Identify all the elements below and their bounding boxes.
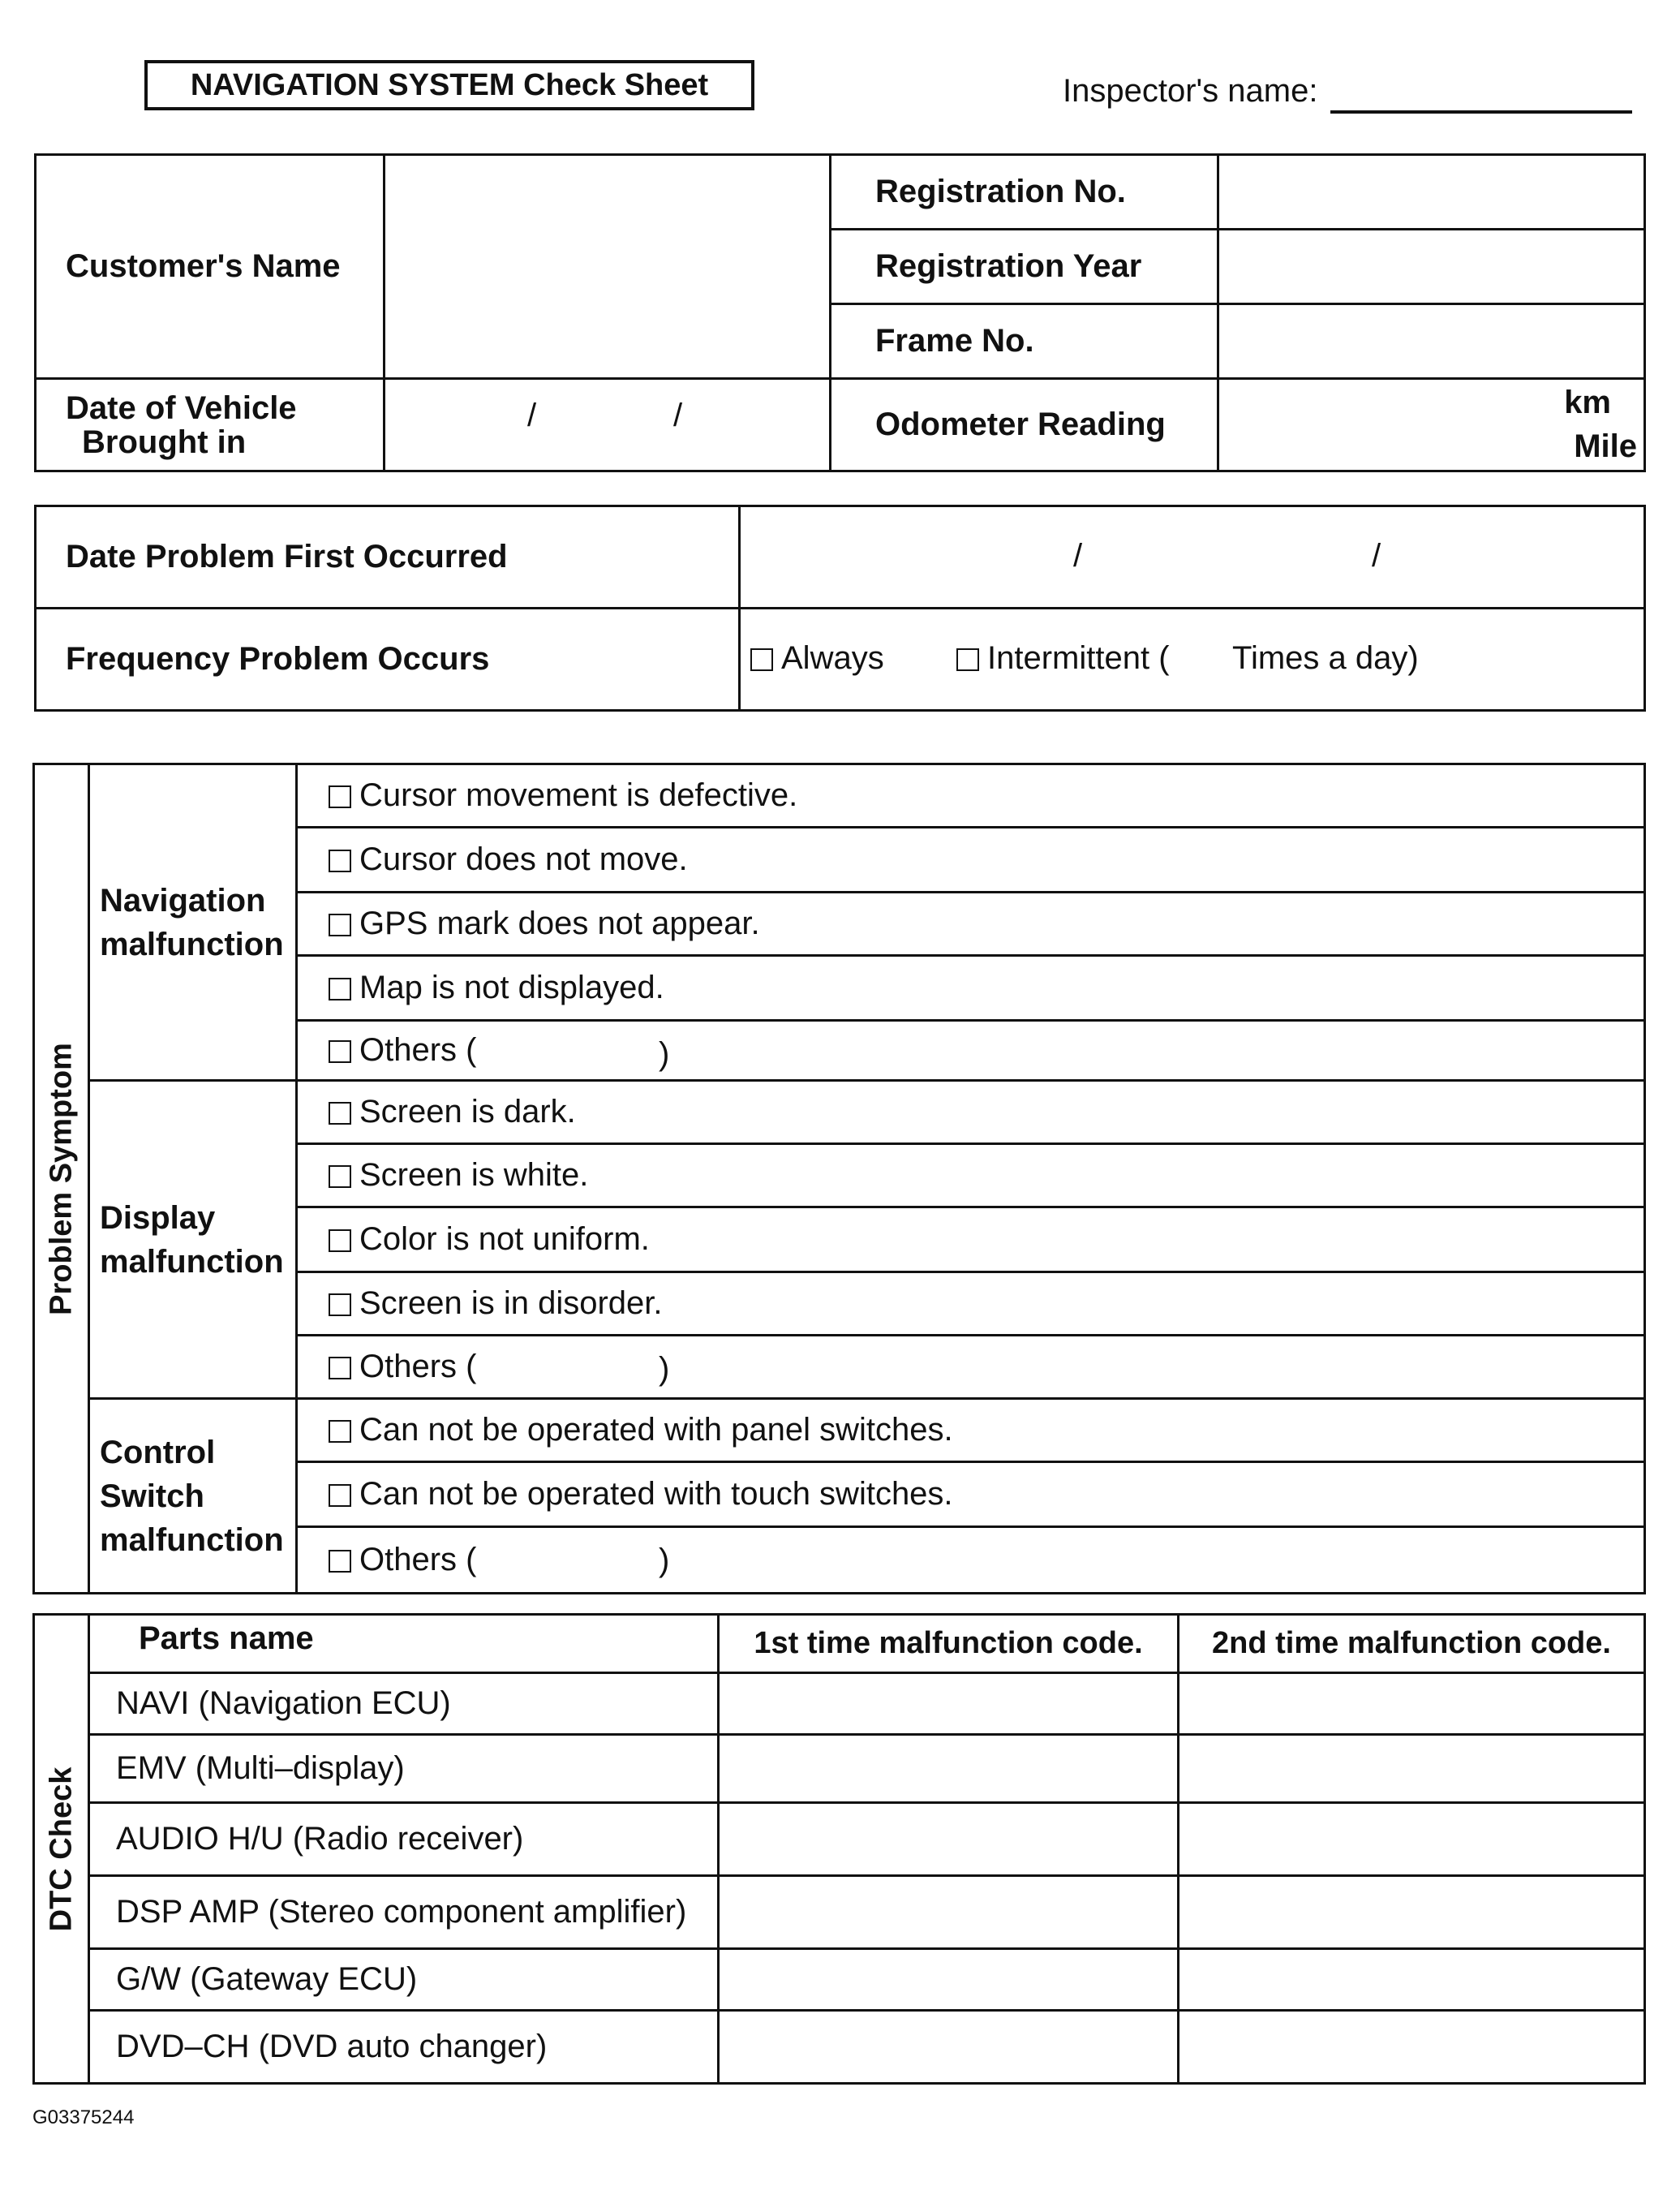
symptom-item[interactable] (297, 1462, 1645, 1527)
always-option[interactable] (750, 640, 884, 677)
problem-info-table (34, 505, 1646, 712)
dtc-check-table (32, 1613, 1646, 2085)
symptom-group-label (89, 764, 297, 1081)
symptom-item[interactable] (297, 1399, 1645, 1462)
dtc-part-name: DSP AMP (Stereo component amplifier) (89, 1876, 719, 1949)
symptom-item-label: Map is not displayed. (359, 970, 664, 1005)
dtc-part-name: DVD–CH (DVD auto changer) (89, 2011, 719, 2084)
intermittent-option[interactable] (956, 640, 1170, 677)
always-label: Always (781, 640, 884, 676)
date-slash: / (673, 398, 683, 433)
symptom-item-label: Screen is white. (359, 1157, 589, 1193)
problem-symptom-table (32, 763, 1646, 1594)
problem-symptom-section (34, 764, 89, 1594)
checkbox[interactable] (329, 1357, 351, 1379)
symptom-item-label: Can not be operated with panel switches. (359, 1412, 953, 1448)
unit-mile: Mile (1574, 428, 1637, 464)
symptom-item-label: Can not be operated with touch switches. (359, 1476, 953, 1512)
symptom-item-label: Cursor does not move. (359, 841, 688, 877)
frequency-field (740, 609, 1645, 711)
first-code-field[interactable] (719, 1949, 1179, 2011)
date-slash: / (527, 398, 537, 433)
customer-name-label: Customer's Name (36, 155, 385, 379)
date-brought-in-line1: Date of Vehicle (66, 389, 297, 426)
always-checkbox[interactable] (750, 648, 773, 671)
dtc-part-name: NAVI (Navigation ECU) (89, 1673, 719, 1735)
symptom-item[interactable] (297, 1144, 1645, 1207)
intermittent-label: Intermittent ( (987, 640, 1170, 676)
checkbox[interactable] (329, 978, 351, 1000)
symptom-item-label: Cursor movement is defective. (359, 777, 798, 813)
unit-km: km (1564, 385, 1611, 420)
checkbox[interactable] (329, 785, 351, 808)
first-code-field[interactable] (719, 2011, 1179, 2084)
checkbox[interactable] (329, 1420, 351, 1443)
col-second-code: 2nd time malfunction code. (1179, 1615, 1645, 1673)
symptom-item[interactable] (297, 956, 1645, 1021)
date-slash: / (1372, 538, 1381, 574)
symptom-item-label: GPS mark does not appear. (359, 906, 760, 941)
first-code-field[interactable] (719, 1735, 1179, 1803)
symptom-group-label-line: Navigation (100, 882, 266, 919)
date-first-occurred-label: Date Problem First Occurred (36, 506, 740, 609)
second-code-field[interactable] (1179, 1673, 1645, 1735)
date-brought-in-label (36, 379, 385, 471)
first-code-field[interactable] (719, 1803, 1179, 1876)
symptom-group-label-line: malfunction (100, 1521, 284, 1558)
customer-name-field[interactable] (385, 155, 831, 379)
symptom-item[interactable] (297, 1207, 1645, 1272)
symptom-item-label: Screen is in disorder. (359, 1285, 663, 1321)
checkbox[interactable] (329, 1550, 351, 1573)
frequency-label: Frequency Problem Occurs (36, 609, 740, 711)
first-code-field[interactable] (719, 1673, 1179, 1735)
symptom-item-others[interactable] (297, 1021, 1645, 1081)
dtc-part-name: G/W (Gateway ECU) (89, 1949, 719, 2011)
second-code-field[interactable] (1179, 1735, 1645, 1803)
others-close-paren: ) (659, 1543, 670, 1578)
symptom-group-label-line: malfunction (100, 926, 284, 962)
dtc-part-name: EMV (Multi–display) (89, 1735, 719, 1803)
dtc-check-label: DTC Check (44, 1766, 78, 1931)
symptom-item-label: Screen is dark. (359, 1094, 576, 1130)
date-brought-in-line2: Brought in (82, 424, 247, 460)
inspector-name-field[interactable] (1330, 110, 1632, 114)
times-a-day-label: Times a day) (1232, 640, 1419, 676)
symptom-group-label (89, 1399, 297, 1594)
symptom-item-label: Others ( (359, 1032, 477, 1068)
symptom-item[interactable] (297, 828, 1645, 893)
vehicle-info-table (34, 153, 1646, 472)
first-code-field[interactable] (719, 1876, 1179, 1949)
checkbox[interactable] (329, 914, 351, 936)
symptom-group-label-line: Display (100, 1199, 216, 1236)
symptom-group-label (89, 1081, 297, 1399)
intermittent-checkbox[interactable] (956, 648, 979, 671)
figure-code: G03375244 (32, 2106, 135, 2128)
symptom-group-label-line: Control (100, 1434, 216, 1470)
second-code-field[interactable] (1179, 1949, 1645, 2011)
symptom-item[interactable] (297, 893, 1645, 956)
sheet-title: NAVIGATION SYSTEM Check Sheet (144, 60, 754, 110)
checkbox[interactable] (329, 1293, 351, 1316)
others-close-paren: ) (659, 1036, 670, 1072)
checkbox[interactable] (329, 850, 351, 872)
frame-no-field[interactable] (1218, 304, 1645, 379)
symptom-group-label-line: malfunction (100, 1243, 284, 1280)
symptom-item-others[interactable] (297, 1336, 1645, 1399)
date-first-occurred-field[interactable] (740, 506, 1645, 609)
others-close-paren: ) (659, 1351, 670, 1387)
date-brought-in-field[interactable] (385, 379, 831, 471)
inspector-name-label: Inspector's name: (1063, 73, 1318, 109)
problem-symptom-label: Problem Symptom (44, 1042, 78, 1315)
checkbox[interactable] (329, 1040, 351, 1063)
second-code-field[interactable] (1179, 2011, 1645, 2084)
dtc-part-name: AUDIO H/U (Radio receiver) (89, 1803, 719, 1876)
registration-year-label: Registration Year (831, 230, 1218, 304)
symptom-item-label: Others ( (359, 1349, 477, 1384)
date-slash: / (1073, 538, 1083, 574)
symptom-item[interactable] (297, 1081, 1645, 1144)
registration-no-field[interactable] (1218, 155, 1645, 230)
col-parts-name: Parts name (89, 1615, 719, 1673)
registration-no-label: Registration No. (831, 155, 1218, 230)
symptom-item-label: Color is not uniform. (359, 1221, 650, 1257)
odometer-field[interactable] (1218, 379, 1645, 471)
checkbox[interactable] (329, 1484, 351, 1507)
symptom-item-others[interactable] (297, 1527, 1645, 1594)
registration-year-field[interactable] (1218, 230, 1645, 304)
checkbox[interactable] (329, 1102, 351, 1125)
checkbox[interactable] (329, 1229, 351, 1252)
second-code-field[interactable] (1179, 1876, 1645, 1949)
checkbox[interactable] (329, 1165, 351, 1188)
symptom-item-label: Others ( (359, 1542, 477, 1577)
symptom-group-label-line: Switch (100, 1478, 204, 1514)
symptom-item[interactable] (297, 1272, 1645, 1336)
odometer-label: Odometer Reading (831, 379, 1218, 471)
symptom-item[interactable] (297, 764, 1645, 828)
second-code-field[interactable] (1179, 1803, 1645, 1876)
frame-no-label: Frame No. (831, 304, 1218, 379)
col-first-code: 1st time malfunction code. (719, 1615, 1179, 1673)
dtc-check-section (34, 1615, 89, 2084)
